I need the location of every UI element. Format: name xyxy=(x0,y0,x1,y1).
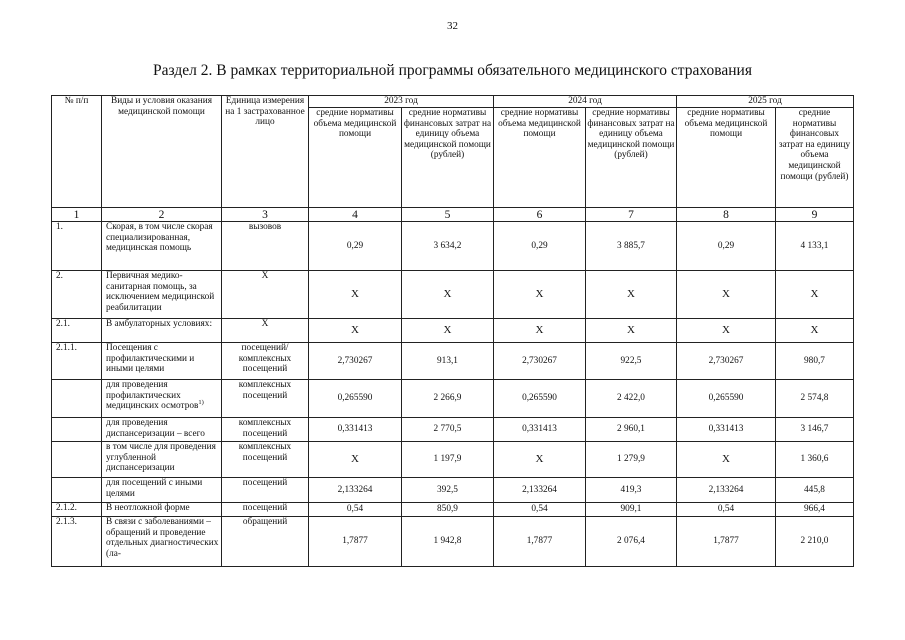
header-cost: средние нормативы финансовых затрат на единицу объема медицинской помощи (рублей) xyxy=(586,108,677,208)
row-value: Х xyxy=(309,442,402,478)
row-value: 850,9 xyxy=(402,503,494,517)
row-unit: комплексных посещений xyxy=(222,442,309,478)
footnote-marker: 1) xyxy=(198,399,204,407)
row-value: 2,730267 xyxy=(309,343,402,380)
row-name-text: для посещений с иными целями xyxy=(106,478,203,499)
row-value: 0,331413 xyxy=(309,418,402,442)
row-name-text: для проведения диспансеризации – всего xyxy=(106,418,205,439)
row-name xyxy=(102,222,222,271)
row-number xyxy=(52,478,102,503)
row-value: 909,1 xyxy=(586,503,677,517)
row-value: 2,133264 xyxy=(677,478,776,503)
row-value: 2 960,1 xyxy=(586,418,677,442)
row-value: 392,5 xyxy=(402,478,494,503)
row-value: 1,7877 xyxy=(677,517,776,567)
header-volume: средние нормативы объема медицинской помощи xyxy=(309,108,402,208)
row-value: Х xyxy=(494,271,586,319)
row-value: 2 210,0 xyxy=(776,517,854,567)
row-value: 0,265590 xyxy=(677,380,776,418)
row-value: Х xyxy=(494,319,586,343)
row-value: 0,54 xyxy=(677,503,776,517)
row-number: 2.1.3. xyxy=(52,517,102,567)
row-value: 922,5 xyxy=(586,343,677,380)
row-value: 0,265590 xyxy=(494,380,586,418)
row-value: Х xyxy=(402,271,494,319)
row-value: 2 770,5 xyxy=(402,418,494,442)
row-name xyxy=(102,271,222,319)
row-value: Х xyxy=(677,271,776,319)
row-value: 913,1 xyxy=(402,343,494,380)
row-value: 1 360,6 xyxy=(776,442,854,478)
row-number xyxy=(52,418,102,442)
row-unit: Х xyxy=(222,271,309,319)
row-value: 4 133,1 xyxy=(776,222,854,271)
header-volume: средние нормативы объема медицинской помощи xyxy=(494,108,586,208)
table-row xyxy=(52,380,854,418)
row-value: Х xyxy=(309,271,402,319)
row-number: 2. xyxy=(52,271,102,319)
header-cost: средние нормативы финансовых затрат на единицу объема медицинской помощи (рублей) xyxy=(402,108,494,208)
row-unit: комплексных посещений xyxy=(222,418,309,442)
table-row xyxy=(52,442,854,478)
row-value: 2,133264 xyxy=(494,478,586,503)
row-name xyxy=(102,517,222,567)
col-number: 4 xyxy=(309,208,402,222)
row-number xyxy=(52,380,102,418)
header-year-2025: 2025 год xyxy=(677,96,854,108)
row-value: 0,331413 xyxy=(494,418,586,442)
row-value: 0,54 xyxy=(494,503,586,517)
row-value: 980,7 xyxy=(776,343,854,380)
row-name-text: для проведения профилактических медицинских осмотров xyxy=(106,380,199,412)
row-number: 1. xyxy=(52,222,102,271)
table-row xyxy=(52,418,854,442)
col-number: 2 xyxy=(102,208,222,222)
row-value: 2,730267 xyxy=(494,343,586,380)
row-value: 1,7877 xyxy=(309,517,402,567)
row-number: 2.1.2. xyxy=(52,503,102,517)
row-name-text: Скорая, в том числе скорая специализированная, медицинская помощь xyxy=(106,222,213,254)
col-number: 7 xyxy=(586,208,677,222)
row-value: 3 634,2 xyxy=(402,222,494,271)
header-unit: Единица измерения на 1 застрахованное лицо xyxy=(222,96,309,208)
header-cost: средние нормативы финансовых затрат на единицу объема медицинской помощи (рублей) xyxy=(776,108,854,208)
col-number: 6 xyxy=(494,208,586,222)
page-number: 32 xyxy=(447,20,458,32)
header-year-2024: 2024 год xyxy=(494,96,677,108)
col-number: 3 xyxy=(222,208,309,222)
header-year-2023: 2023 год xyxy=(309,96,494,108)
row-name-text: В амбулаторных условиях: xyxy=(106,319,213,329)
col-number: 9 xyxy=(776,208,854,222)
row-name-text: В связи с заболеваниями – обращений и проведение отдельных диагностических (ла- xyxy=(106,517,219,559)
row-value: 0,331413 xyxy=(677,418,776,442)
row-value: Х xyxy=(586,271,677,319)
row-value: 2 422,0 xyxy=(586,380,677,418)
row-value: 0,54 xyxy=(309,503,402,517)
row-unit: посещений/ комплексных посещений xyxy=(222,343,309,380)
row-value: 445,8 xyxy=(776,478,854,503)
row-value: 0,29 xyxy=(677,222,776,271)
row-value: 2,133264 xyxy=(309,478,402,503)
row-value: 1 942,8 xyxy=(402,517,494,567)
table-body xyxy=(52,222,854,567)
row-unit: вызовов xyxy=(222,222,309,271)
row-value: Х xyxy=(776,271,854,319)
row-value: 966,4 xyxy=(776,503,854,517)
row-value: Х xyxy=(677,319,776,343)
table-row xyxy=(52,343,854,380)
row-value: 1,7877 xyxy=(494,517,586,567)
row-number: 2.1.1. xyxy=(52,343,102,380)
row-name xyxy=(102,319,222,343)
row-name-text: Посещения с профилактическими и иными целями xyxy=(106,343,195,375)
row-unit: обращений xyxy=(222,517,309,567)
row-value: Х xyxy=(776,319,854,343)
table-row xyxy=(52,222,854,271)
row-value: 419,3 xyxy=(586,478,677,503)
row-name-text: в том числе для проведения углубленной диспансеризации xyxy=(106,442,216,474)
header-num: № п/п xyxy=(52,96,102,208)
row-value: 0,265590 xyxy=(309,380,402,418)
header-type: Виды и условия оказания медицинской помощи xyxy=(102,96,222,208)
row-name xyxy=(102,442,222,478)
row-name-text: В неотложной форме xyxy=(106,503,190,513)
row-value: Х xyxy=(494,442,586,478)
row-value: 1 279,9 xyxy=(586,442,677,478)
header-volume: средние нормативы объема медицинской помощи xyxy=(677,108,776,208)
row-name xyxy=(102,380,222,418)
row-number: 2.1. xyxy=(52,319,102,343)
row-unit: комплексных посещений xyxy=(222,380,309,418)
col-number: 5 xyxy=(402,208,494,222)
row-value: 2 076,4 xyxy=(586,517,677,567)
row-name-text: Первичная медико-санитарная помощь, за исключением медицинской реабилитации xyxy=(106,271,215,313)
row-value: 3 146,7 xyxy=(776,418,854,442)
table-row xyxy=(52,503,854,517)
row-value: Х xyxy=(309,319,402,343)
row-number xyxy=(52,442,102,478)
table-row xyxy=(52,319,854,343)
row-value: Х xyxy=(586,319,677,343)
table-row xyxy=(52,517,854,567)
row-value: 2 574,8 xyxy=(776,380,854,418)
section-title: Раздел 2. В рамках территориальной программы обязательного медицинского страхования xyxy=(153,62,752,79)
row-value: 2,730267 xyxy=(677,343,776,380)
row-unit: Х xyxy=(222,319,309,343)
col-number: 1 xyxy=(52,208,102,222)
row-value: Х xyxy=(402,319,494,343)
row-value: Х xyxy=(677,442,776,478)
row-value: 0,29 xyxy=(494,222,586,271)
row-name xyxy=(102,503,222,517)
col-number: 8 xyxy=(677,208,776,222)
row-unit: посещений xyxy=(222,478,309,503)
norms-table xyxy=(51,95,854,567)
table-row xyxy=(52,478,854,503)
row-name xyxy=(102,418,222,442)
row-value: 3 885,7 xyxy=(586,222,677,271)
row-value: 0,29 xyxy=(309,222,402,271)
table-row xyxy=(52,271,854,319)
row-unit: посещений xyxy=(222,503,309,517)
row-value: 2 266,9 xyxy=(402,380,494,418)
row-value: 1 197,9 xyxy=(402,442,494,478)
row-name xyxy=(102,478,222,503)
row-name xyxy=(102,343,222,380)
